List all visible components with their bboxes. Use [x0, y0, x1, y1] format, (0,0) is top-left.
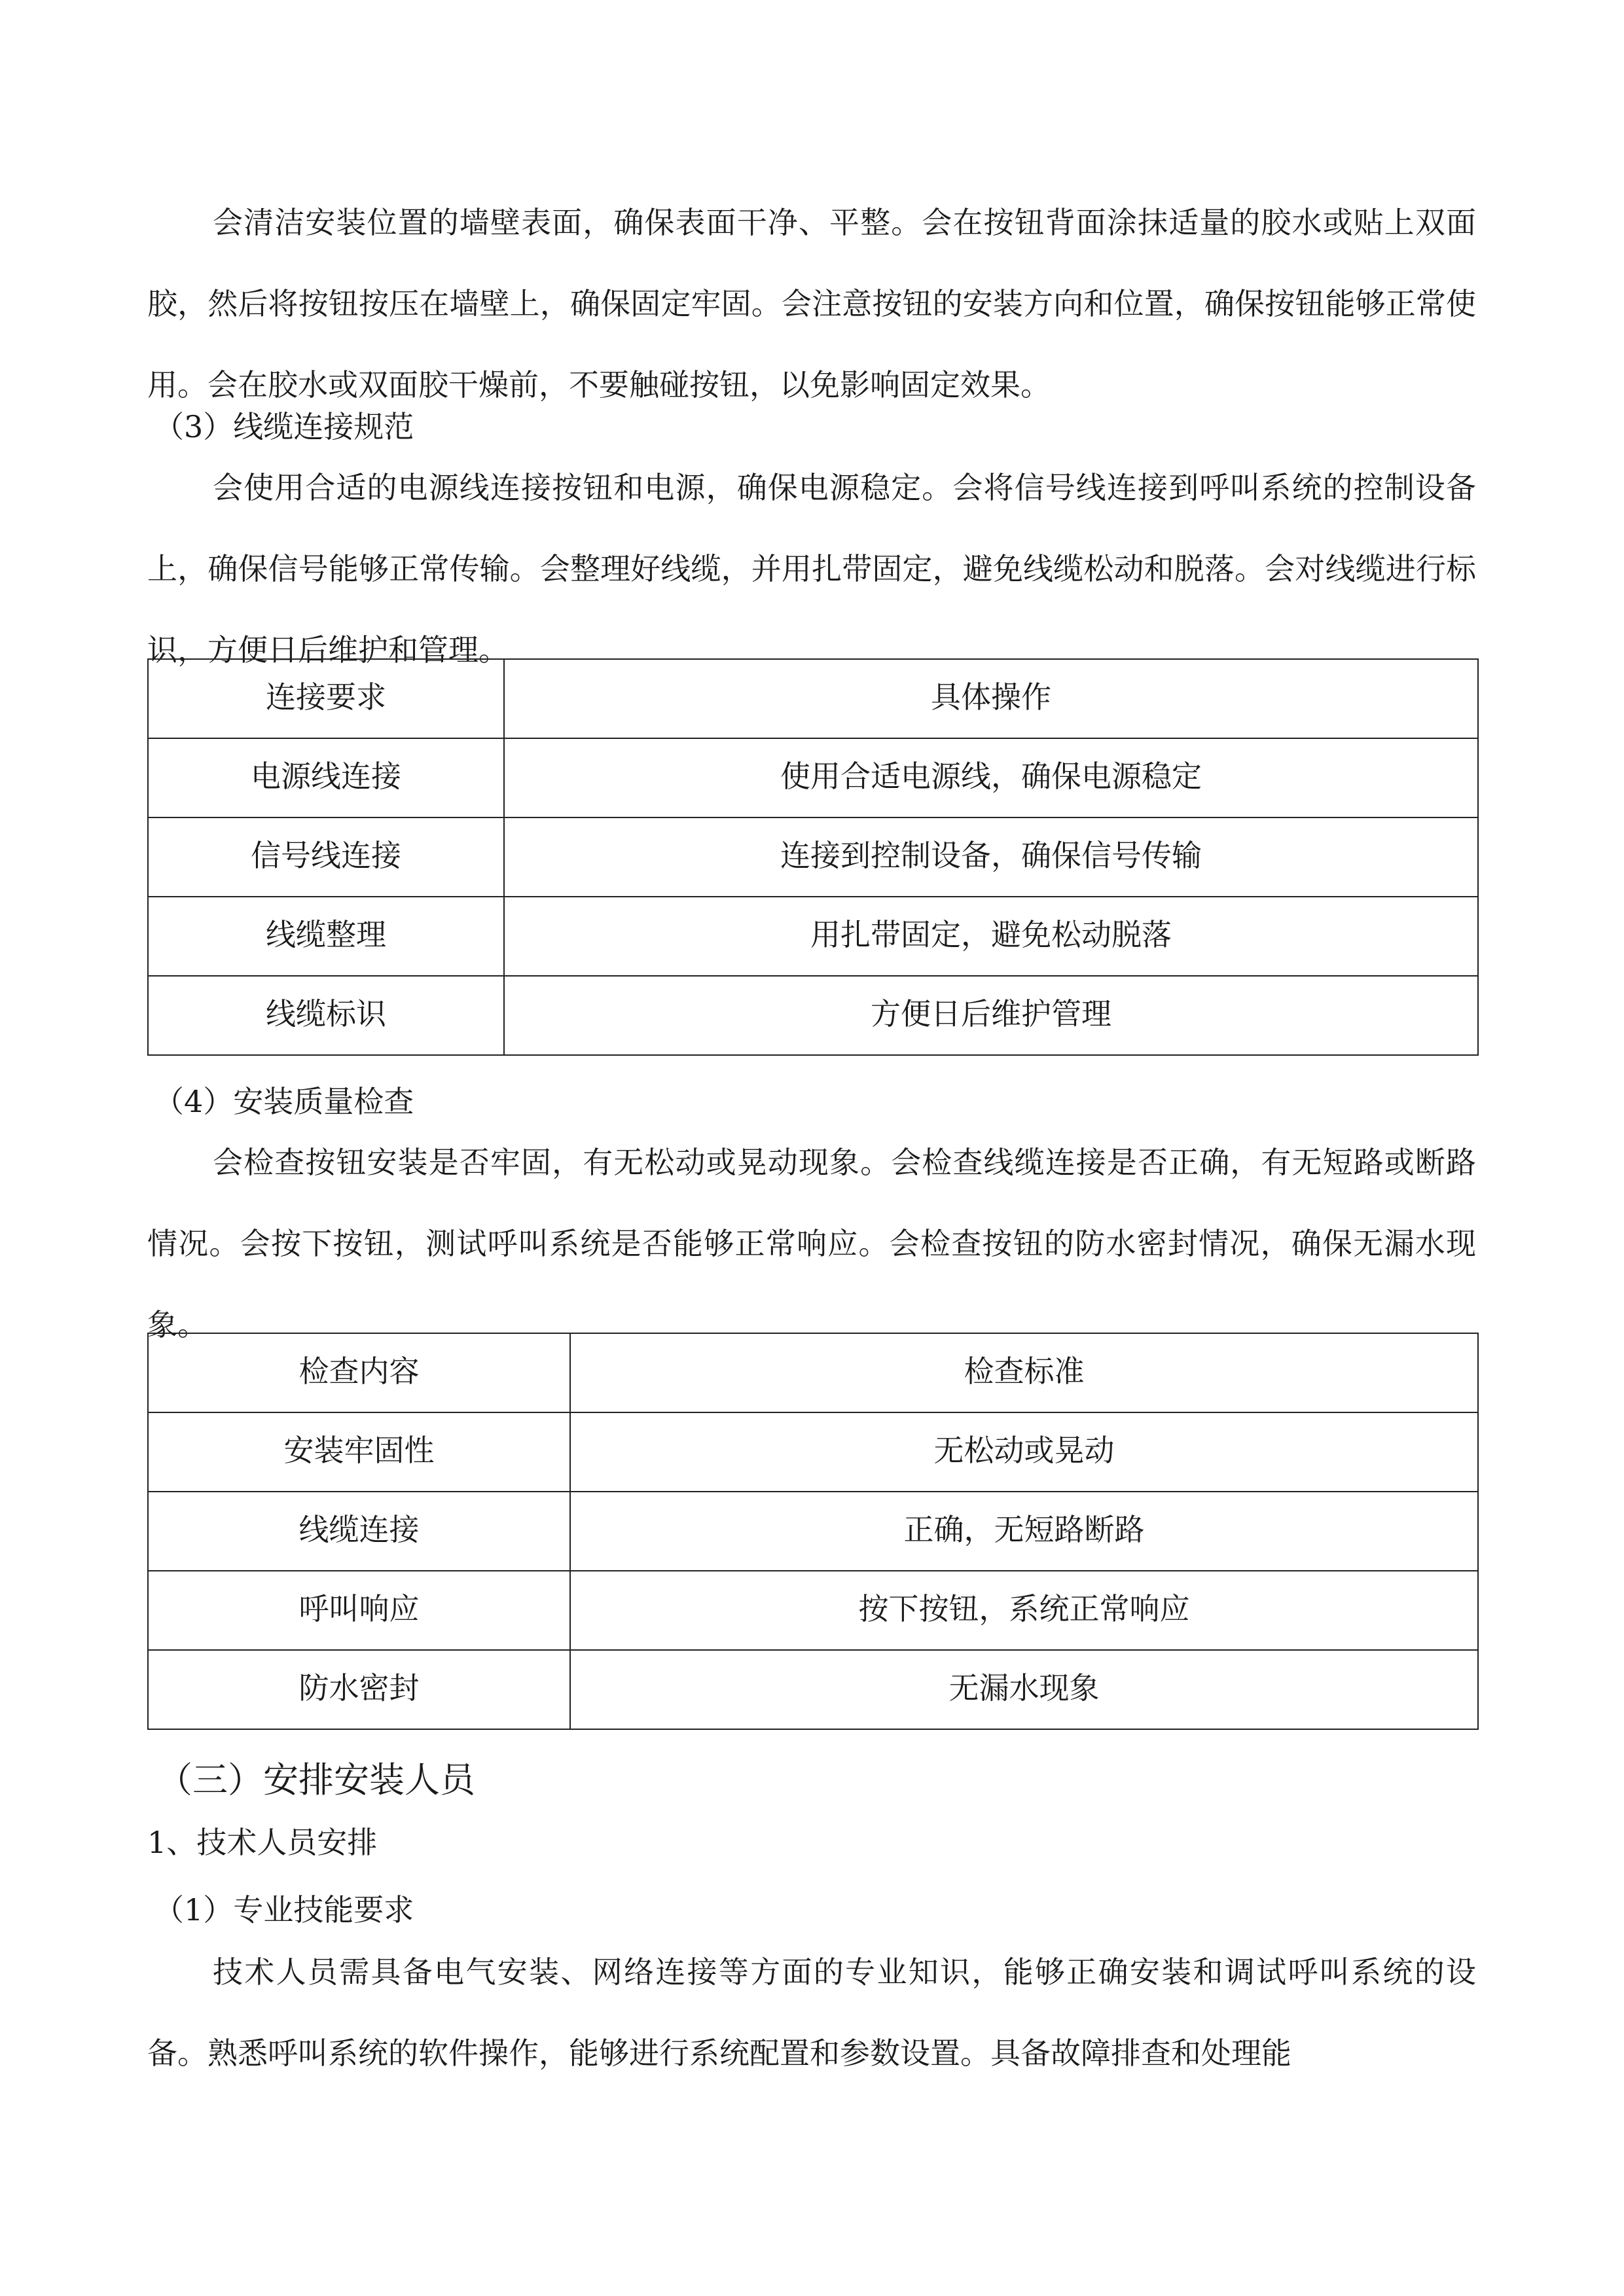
- table-cell: 连接到控制设备，确保信号传输: [504, 817, 1478, 897]
- table-row: [148, 1492, 1478, 1571]
- table-row: [148, 1412, 1478, 1492]
- table-cell: 无松动或晃动: [570, 1412, 1478, 1492]
- part3-heading: （三）安排安装人员: [157, 1759, 475, 1801]
- table-cell: 使用合适电源线，确保电源稳定: [504, 738, 1478, 817]
- table-cell: 防水密封: [148, 1650, 570, 1729]
- part3-sub1-heading: 1、技术人员安排: [147, 1825, 378, 1860]
- section4-paragraph: 会检查按钮安装是否牢固，有无松动或晃动现象。会检查线缆连接是否正确，有无短路或断路情况。会按下按钮，测试呼叫系统是否能够正常响应。会检查按钮的防水密封情况，确保无漏水现象。: [147, 1145, 1476, 1342]
- table-header-row: [148, 1333, 1478, 1412]
- table-header-cell: 检查标准: [570, 1333, 1478, 1412]
- table-row: [148, 1571, 1478, 1650]
- table-row: [148, 897, 1478, 976]
- quality-check-table: [147, 1333, 1479, 1730]
- cable-connection-table: [147, 658, 1479, 1056]
- table-cell: 用扎带固定，避免松动脱落: [504, 897, 1478, 976]
- table-cell: 线缆连接: [148, 1492, 570, 1571]
- table-header-cell: 具体操作: [504, 659, 1478, 738]
- part3-paragraph: 技术人员需具备电气安装、网络连接等方面的专业知识，能够正确安装和调试呼叫系统的设备。熟悉呼叫系统的软件操作，能够进行系统配置和参数设置。具备故障排查和处理能: [147, 1954, 1476, 2071]
- table-cell: 方便日后维护管理: [504, 976, 1478, 1055]
- table-row: [148, 738, 1478, 817]
- table-header-cell: 检查内容: [148, 1333, 570, 1412]
- table-cell: 按下按钮，系统正常响应: [570, 1571, 1478, 1650]
- section3-paragraph: 会使用合适的电源线连接按钮和电源，确保电源稳定。会将信号线连接到呼叫系统的控制设备上，确保信号能够正常传输。会整理好线缆，并用扎带固定，避免线缆松动和脱落。会对线缆进行标识，方便日后维护和管理。: [147, 470, 1476, 668]
- table-header-row: [148, 659, 1478, 738]
- section3-heading: （3）线缆连接规范: [154, 409, 414, 444]
- table-row: [148, 817, 1478, 897]
- table-cell: 呼叫响应: [148, 1571, 570, 1650]
- table-row: [148, 976, 1478, 1055]
- table-cell: 安装牢固性: [148, 1412, 570, 1492]
- part3-sub1-1-heading: （1）专业技能要求: [154, 1892, 414, 1928]
- table-cell: 信号线连接: [148, 817, 504, 897]
- table-cell: 线缆标识: [148, 976, 504, 1055]
- table-header-cell: 连接要求: [148, 659, 504, 738]
- intro-paragraph: 会清洁安装位置的墙壁表面，确保表面干净、平整。会在按钮背面涂抹适量的胶水或贴上双面胶，然后将按钮按压在墙壁上，确保固定牢固。会注意按钮的安装方向和位置，确保按钮能够正常使用。会在胶水或双面胶干燥前，不要触碰按钮，以免影响固定效果。: [147, 205, 1476, 403]
- section4-heading: （4）安装质量检查: [154, 1084, 414, 1119]
- table-cell: 无漏水现象: [570, 1650, 1478, 1729]
- table-cell: 正确，无短路断路: [570, 1492, 1478, 1571]
- table-row: [148, 1650, 1478, 1729]
- table-cell: 电源线连接: [148, 738, 504, 817]
- table-cell: 线缆整理: [148, 897, 504, 976]
